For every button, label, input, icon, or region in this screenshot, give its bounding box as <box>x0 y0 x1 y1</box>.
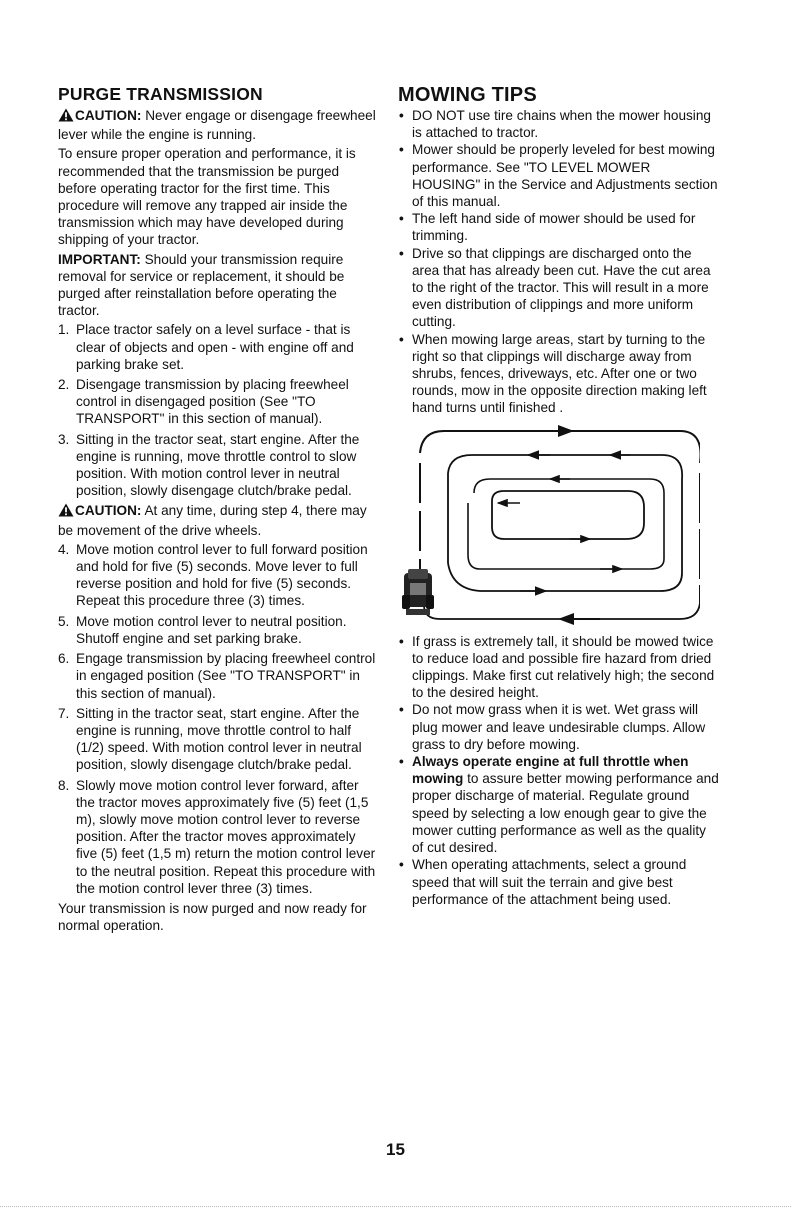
closing-paragraph: Your transmission is now purged and now ready for normal operation. <box>58 900 367 934</box>
steps-list-a <box>58 321 376 499</box>
left-column <box>58 84 376 934</box>
tip-item: • Always operate engine at full throttle when mowing to assure better mowing performance and proper discharge of material. Regulate ground speed by selecting a low enough gear to give the mower cutting performance as well as the quality of cut desired. <box>399 754 719 856</box>
right-column <box>398 84 720 908</box>
step-item: 3. Sitting in the tractor seat, start engine. After the engine is running, move throttle control to slow position. With motion control lever in neutral position, slowly disengage clutch/brake pedal. <box>58 431 360 499</box>
step-item: 1. Place tractor safely on a level surface - that is clear of objects and open - with engine off and parking brake set. <box>58 322 354 372</box>
tip-item: • DO NOT use tire chains when the mower housing is attached to tractor. <box>399 108 711 141</box>
page-number: 15 <box>386 1140 405 1159</box>
step-item: 6. Engage transmission by placing freewheel control in engaged position (See "TO TRANSPORT" in this section of manual). <box>58 651 376 701</box>
important-label: IMPORTANT: <box>58 251 141 267</box>
tips-list-a <box>398 107 720 417</box>
caution-label: CAUTION: <box>75 108 142 123</box>
bottom-divider <box>0 1206 791 1207</box>
section-heading-purge-transmission: PURGE TRANSMISSION <box>58 84 263 104</box>
important-text: Should your transmission require removal for service or replacement, it should be purged after reinstallation before operating the tractor. <box>58 251 345 319</box>
tractor-icon <box>402 569 434 615</box>
tips-list-b <box>398 633 720 908</box>
tip-item: • If grass is extremely tall, it should be mowed twice to reduce load and possible fire hazard from dried clippings. Make first cut relatively high; the second to the desired height. <box>399 633 715 701</box>
step-item: 4. Move motion control lever to full forward position and hold for five (5) seconds. Move lever to full reverse position and hold for five (5) seconds. Repeat this procedure three (3) times. <box>58 541 368 609</box>
tip-item: • Do not mow grass when it is wet. Wet grass will plug mower and leave undesirable clumps. Allow grass to dry before mowing. <box>399 702 706 752</box>
tip-item: • Drive so that clippings are discharged onto the area that has already been cut. Have the cut area to the right of the tractor. This will result in a more even distribution of clippings and more uniform cutting. <box>399 245 711 330</box>
caution-paragraph <box>58 107 376 143</box>
steps-list-b <box>58 541 376 897</box>
tip-item: • Mower should be properly leveled for best mowing performance. See "TO LEVEL MOWER HOUSING" in the Service and Adjustments section of this manual. <box>399 142 718 210</box>
caution-text: Never engage or disengage freewheel lever while the engine is running. <box>58 108 376 143</box>
warning-triangle-icon <box>58 503 74 521</box>
caution-label: CAUTION: <box>75 503 142 519</box>
tip-item: • When operating attachments, select a ground speed that will suit the terrain and give best performance of the attachment being used. <box>399 857 687 907</box>
warning-triangle-icon <box>58 108 74 126</box>
tip-item: • When mowing large areas, start by turning to the right so that clippings will discharge away from shrubs, fences, driveways, etc. After one or two rounds, mow in the opposite direction making left hand turns until finished . <box>399 331 707 416</box>
step-item: 7. Sitting in the tractor seat, start engine. After the engine is running, move throttle control to half (1/2) speed. With motion control lever in neutral position, slowly disengage clutch/brake pedal. <box>58 705 362 773</box>
mowing-pattern-diagram <box>400 423 700 625</box>
important-paragraph <box>58 251 376 320</box>
intro-paragraph: To ensure proper operation and performance, it is recommended that the transmission be purged before operating tractor for the first time. This procedure will remove any trapped air inside the transmission which may have developed during shipping of your tractor. <box>58 146 356 248</box>
step-item: 2. Disengage transmission by placing freewheel control in disengaged position (See "TO TRANSPORT" in this section of manual). <box>58 377 349 427</box>
step-item: 8. Slowly move motion control lever forward, after the tractor moves approximately five (5) feet (1,5 m), slowly move motion control lever to reverse position. After the tractor moves approximately five (5) feet (1,5 m) return the motion control lever to the neutral position. Repeat this procedure with the motion control lever three (3) times. <box>58 777 376 896</box>
caution-text: At any time, during step 4, there may be movement of the drive wheels. <box>58 503 367 538</box>
tip-lead-bold: Always operate engine at full throttle when mowing <box>412 754 689 787</box>
step-item: 5. Move motion control lever to neutral position. Shutoff engine and set parking brake. <box>58 613 347 646</box>
tip-item: • The left hand side of mower should be used for trimming. <box>399 211 696 244</box>
section-heading-mowing-tips: MOWING TIPS <box>398 84 537 106</box>
caution-paragraph-step4 <box>58 502 376 538</box>
